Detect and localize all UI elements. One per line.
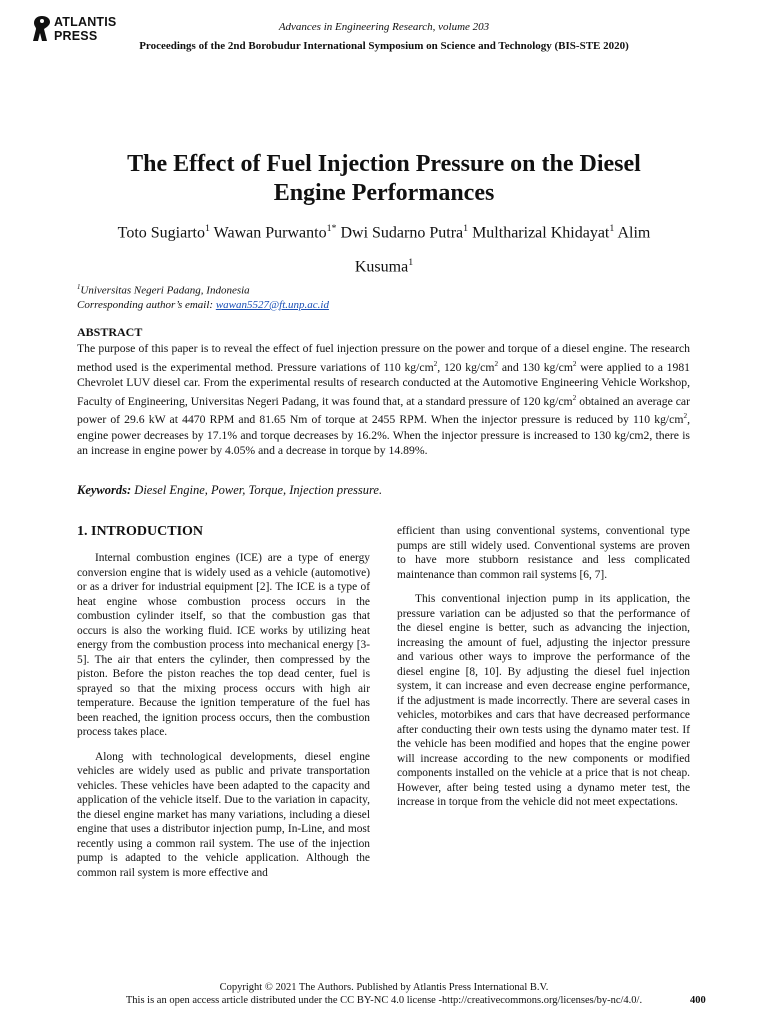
- abstract-text: The purpose of this paper is to reveal the effect of fuel injection pressure on the power and torque of a diesel engine. The research method used is the experimental method. Pressure variations of 110 kg/cm: [77, 342, 690, 374]
- license-notice: This is an open access article distributed under the CC BY-NC 4.0 license -http://creativecommons.org/licenses/by-nc/4.0/.: [125, 995, 643, 1006]
- abstract-text: , 120 kg/cm: [437, 360, 495, 374]
- author-mark: 1*: [326, 223, 337, 234]
- author-mark: 1: [609, 223, 615, 234]
- abstract-text: , engine power decreases by 17.1% and torque decreases by 16.2%. When the injector pressure is increased to 130 kg/cm2, there is an increase in engine power by 4.05% and a decrease in torque by 14.89%.: [77, 413, 690, 458]
- proceedings-header: Proceedings of the 2nd Borobudur International Symposium on Science and Technology (BIS-STE 2020): [139, 40, 629, 52]
- series-header: Advances in Engineering Research, volume 203: [278, 21, 490, 33]
- affiliation: Universitas Negeri Padang, Indonesia: [80, 284, 250, 297]
- author-name: Multharizal Khidayat: [472, 224, 610, 242]
- superscript: 2: [494, 359, 499, 368]
- keywords-label: Keywords:: [77, 483, 132, 497]
- abstract-body: [77, 341, 690, 459]
- author-name: Wawan Purwanto: [213, 224, 327, 242]
- author-mark: 1: [408, 257, 414, 269]
- affiliation-block: [77, 281, 329, 312]
- logo-line-2: PRESS: [54, 29, 98, 43]
- right-column: [397, 524, 690, 820]
- superscript: 2: [433, 359, 438, 368]
- keywords: [77, 483, 382, 498]
- corresponding-label: Corresponding author’s email:: [77, 298, 216, 311]
- paragraph: efficient than using conventional systems, conventional type pumps are still widely used. Conventional systems are proven to have more stubborn resistance and less complicated maintenance than common rail systems [6, 7].: [397, 525, 690, 581]
- author-mark: 1: [463, 223, 469, 234]
- logo-line-1: ATLANTIS: [54, 15, 117, 29]
- title-line-1: The Effect of Fuel Injection Pressure on the Diesel: [127, 151, 641, 177]
- corresponding-email-link[interactable]: wawan5527@ft.unp.ac.id: [215, 298, 329, 311]
- page-number: 400: [690, 995, 706, 1006]
- abstract-text: obtained an average car power of 29.6 kW at 4470 RPM and 81.65 Nm of torque at 2455 RPM. When the injector pressure is reduced by 110 kg/cm: [77, 394, 691, 427]
- author-mark: 1: [204, 223, 210, 234]
- affiliation-mark: 1: [77, 284, 81, 291]
- section-heading-introduction: 1. INTRODUCTION: [77, 524, 204, 539]
- paper-title: [60, 150, 708, 208]
- abstract-text: were applied to a 1981 Chevrolet LUV diesel car. From the experimental results of research conducted at the Automotive Engineering Vehicle Workshop, Faculty of Engineering, Universitas Negeri Padang, it was found that, at a standard pressure of 120 kg/cm: [77, 360, 691, 408]
- author-name: Alim: [617, 224, 651, 242]
- author-name: Toto Sugiarto: [117, 224, 205, 242]
- superscript: 2: [572, 359, 577, 368]
- abstract-heading: ABSTRACT: [77, 325, 143, 339]
- left-column: [77, 551, 370, 890]
- author-name: Dwi Sudarno Putra: [340, 224, 464, 242]
- superscript: 2: [572, 393, 577, 402]
- title-line-2: Engine Performances: [273, 180, 495, 206]
- author-list: [60, 214, 708, 283]
- author-name: Kusuma: [354, 258, 409, 276]
- copyright-notice: Copyright © 2021 The Authors. Published by Atlantis Press International B.V.: [219, 982, 549, 993]
- paragraph: Internal combustion engines (ICE) are a type of energy conversion engine that is widely used as a vehicle (automotive) or as a driver for industrial equipment [2]. The ICE is a type of heat engine whose combustion process occurs in the combustion cylinder itself, so that the combustion gas that occurs is also the working fluid. ICE works by utilizing heat energy from the combustion process into mechanical energy [3-5]. The air that enters the cylinder, then compressed by the piston. Before the piston reaches the top dead center, fuel is sprayed so that the mixing process occurs with high air temperature. Because the ignition temperature of the fuel has been reached, the ignition process occurs, then the combustion process takes place.: [77, 552, 370, 738]
- paragraph: This conventional injection pump in its application, the pressure variation can be adjusted so that the performance of the diesel engine is better, such as advancing the injection, increasing the amount of fuel, adjusting the injector pressure and various other ways to improve the performance of the diesel engine [8, 10]. By adjusting the diesel fuel injection system, it can increase and even decrease engine performance, if the adjustment is made incorrectly. There are several cases in vehicles, motorbikes and cars that have decreased performance after conducting their own tests using the dynamo mater test. If the vehicle has been modified and hopes that the engine power will increase according to the new components or modified components installed on the vehicle at a price that is not cheap. However, after being tested using a dynamo meter test, the increase in torque from the vehicle did not meet expectations.: [397, 593, 690, 808]
- abstract-text: and 130 kg/cm: [498, 360, 573, 374]
- superscript: 2: [683, 412, 688, 421]
- paragraph: Along with technological developments, diesel engine vehicles are widely used as public and private transportation vehicles. These vehicles have been adapted to the capacity and application of the vehicle itself. Due to the variation in capacity, the diesel engine market has many variations, including a diesel engine that uses a distributor injection pump, In-Line, and most recently using a common rail system. The use of the injection pump is adapted to the vehicle application. Although the common rail system is more effective and: [77, 750, 370, 879]
- keywords-text: Diesel Engine, Power, Torque, Injection pressure.: [131, 483, 383, 497]
